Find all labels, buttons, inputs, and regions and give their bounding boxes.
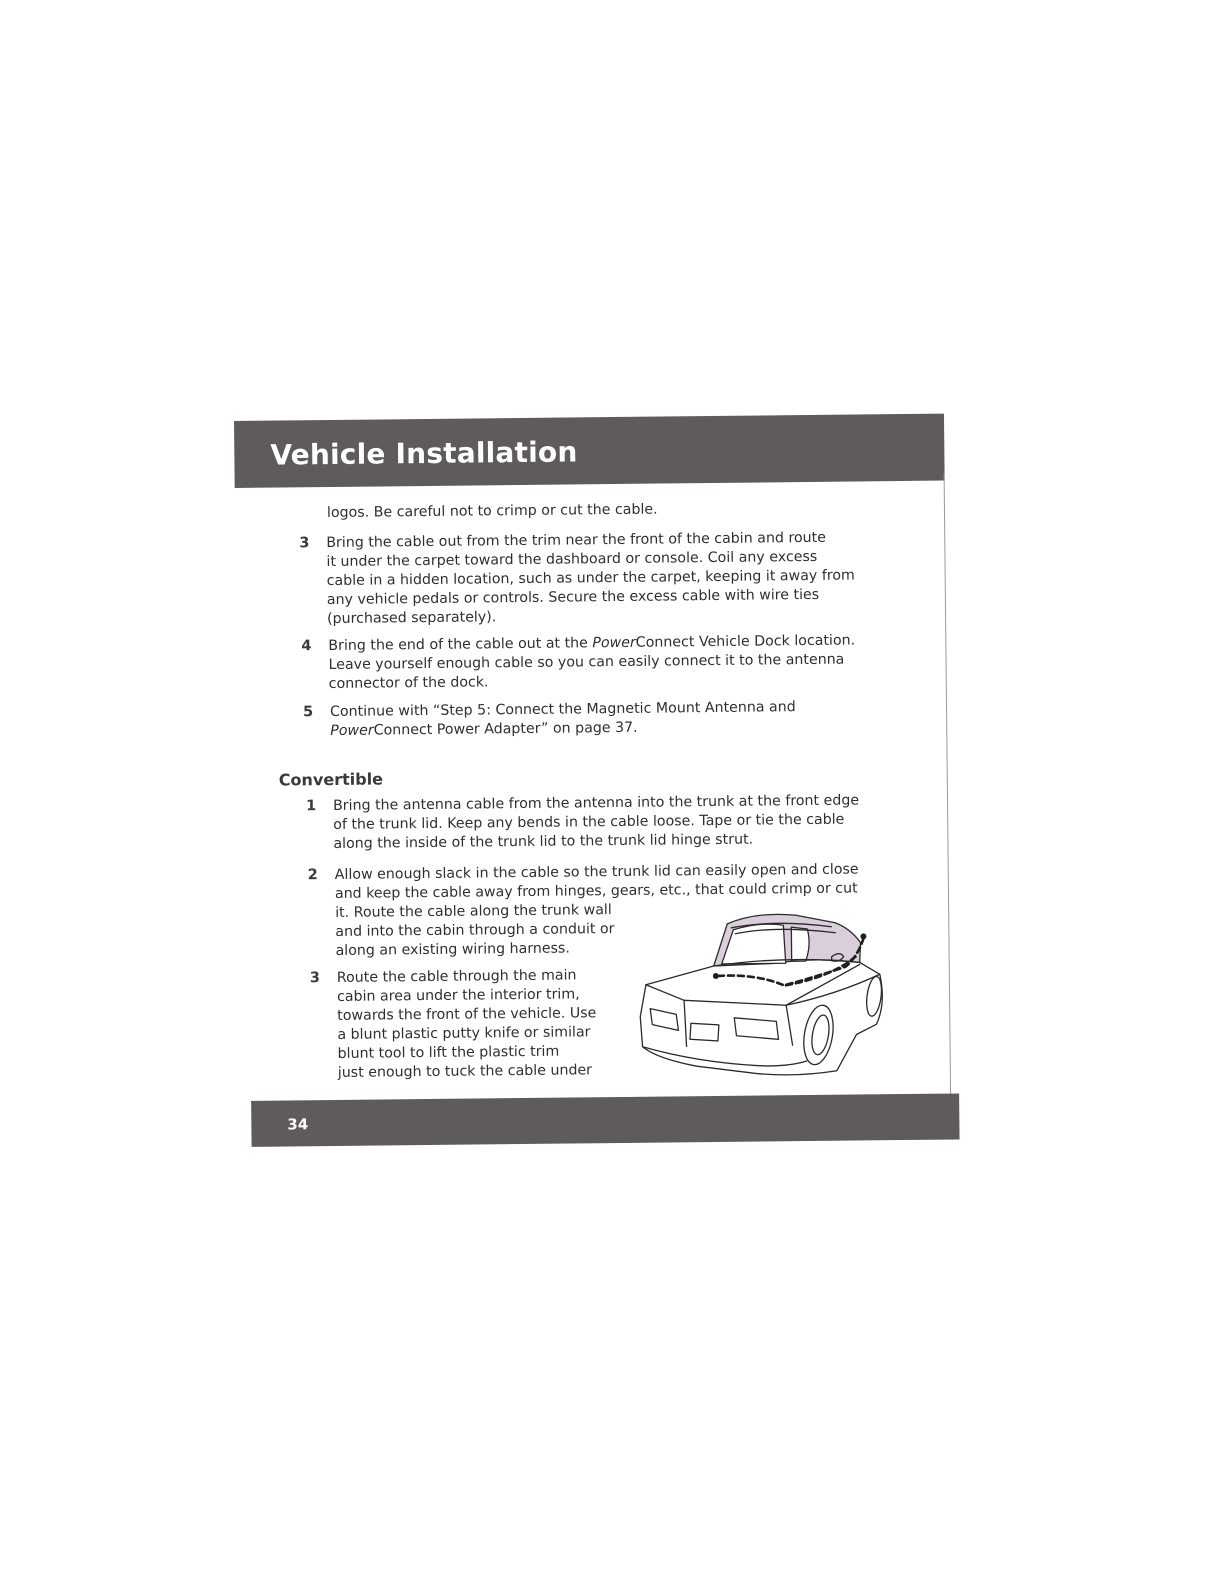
convertible-step-3 bbox=[309, 966, 640, 1081]
step-line: Bring the antenna cable from the antenna into the trunk at the front edge bbox=[332, 792, 860, 814]
step-line: any vehicle pedals or controls. Secure the excess cable with wire ties bbox=[326, 586, 820, 609]
step-4-top bbox=[301, 631, 861, 693]
step-line: Route the cable through the main bbox=[336, 967, 577, 986]
convertible-car-cable-route-illustration bbox=[635, 904, 887, 1087]
convertible-step-1 bbox=[305, 791, 876, 852]
step-line: cable in a hidden location, such as under the carpet, keeping it away from bbox=[326, 567, 855, 590]
footer-bar bbox=[251, 1093, 959, 1146]
step-text bbox=[328, 632, 855, 695]
step-line: connector of the dock. bbox=[328, 674, 489, 693]
step-line: a blunt plastic putty knife or similar bbox=[337, 1024, 591, 1043]
step-number: 4 bbox=[301, 638, 312, 655]
manual-page bbox=[234, 414, 954, 1145]
step-line: blunt tool to lift the plastic trim bbox=[337, 1043, 560, 1062]
step-line: Bring the cable out from the trim near the front of the cabin and route bbox=[326, 529, 826, 552]
step-line: towards the front of the vehicle. Use bbox=[337, 1005, 597, 1024]
header-bar bbox=[234, 414, 945, 488]
step-text bbox=[333, 791, 860, 854]
step-line: Leave yourself enough cable so you can easily connect it to the antenna bbox=[328, 651, 845, 674]
step-line: and keep the cable away from hinges, gears, etc., that could crimp or cut bbox=[334, 880, 858, 902]
step-line: Continue with “Step 5: Connect the Magnetic Mount Antenna and bbox=[329, 699, 796, 721]
step-number: 3 bbox=[299, 535, 310, 552]
step-3-top bbox=[299, 528, 859, 628]
step-text bbox=[326, 529, 855, 630]
step-number: 3 bbox=[309, 970, 321, 987]
continuation-text: logos. Be careful not to crimp or cut the cable. bbox=[326, 501, 658, 522]
section-heading-convertible: Convertible bbox=[278, 769, 384, 790]
step-line: Allow enough slack in the cable so the trunk lid can easily open and close bbox=[334, 861, 859, 883]
step-number: 5 bbox=[302, 704, 314, 721]
step-text bbox=[337, 966, 597, 1083]
step-line: (purchased separately). bbox=[326, 609, 497, 628]
step-line: along an existing wiring harness. bbox=[335, 940, 570, 959]
page-edge-rule bbox=[944, 474, 951, 1094]
page-number: 34 bbox=[287, 1115, 309, 1134]
step-line: Bring the end of the cable out at the PowerConnect Vehicle Dock location. bbox=[328, 632, 856, 655]
page-title: Vehicle Installation bbox=[270, 435, 578, 472]
step-text bbox=[330, 698, 796, 741]
step-line: PowerConnect Power Adapter” on page 37. bbox=[330, 719, 638, 740]
step-line: and into the cabin through a conduit or bbox=[335, 921, 615, 940]
step-5-top bbox=[302, 697, 863, 740]
convertible-step-2 bbox=[307, 860, 878, 959]
step-line: it. Route the cable along the trunk wall bbox=[335, 902, 612, 921]
step-line: just enough to tuck the cable under bbox=[337, 1062, 593, 1081]
step-line: along the inside of the trunk lid to the trunk lid hinge strut. bbox=[333, 831, 754, 852]
step-line: of the trunk lid. Keep any bends in the cable loose. Tape or tie the cable bbox=[333, 811, 845, 833]
step-number: 2 bbox=[307, 867, 318, 884]
step-line: cabin area under the interior trim, bbox=[336, 986, 580, 1005]
step-number: 1 bbox=[305, 798, 317, 815]
step-line: it under the carpet toward the dashboard or console. Coil any excess bbox=[326, 548, 818, 571]
